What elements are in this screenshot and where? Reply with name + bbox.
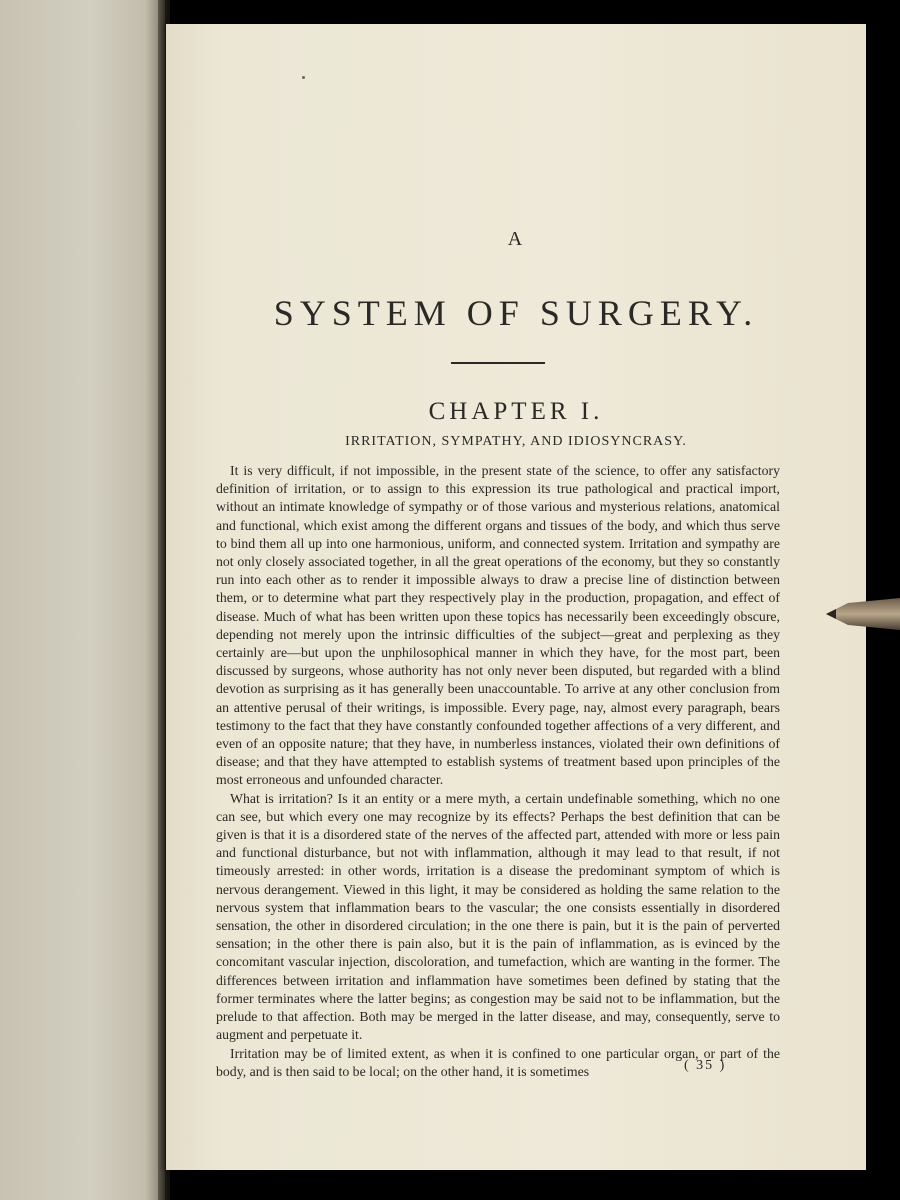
- book-title: SYSTEM OF SURGERY.: [273, 293, 759, 333]
- title-rule: [451, 362, 545, 364]
- paragraph-1: It is very difficult, if not impossible, in the present state of the science, to offer any satisfactory definition of irritation, or to assign to this expression its true pathological and practical import, without an intimate knowledge of sympathy or of those various and mysterious relations, anatomical and functional, which exist among the different organs and tissues of the body, and which thus serve to bind them all up into one harmonious, uniform, and connected system. Irritation and sympathy are not only closely associated together, in all the great operations of the economy, but they so constantly run into each other as to render it impossible always to draw a precise line of distinction between them, or to determine what part they respectively play in the production, propagation, and effect of disease. Much of what has been written upon these topics has necessarily been exceedingly obscure, depending not merely upon the intrinsic difficulties of the subject—great and perplexing as they certainly are—but upon the unphilosophical manner in which they have, for the most part, been discussed by surgeons, whose authority has not only never been disputed, but regarded with a blind devotion as surprising as it has generally been unaccountable. To arrive at any other conclusion from an attentive perusal of their writings, is impossible. Every page, nay, almost every paragraph, bears testimony to the fact that they have constantly confounded together affections of a very different, and even of an opposite nature; that they have, in numberless instances, violated their own definitions of disease; and that they have attempted to establish systems of treatment based upon principles of the most erroneous and unfounded character.: [216, 463, 780, 788]
- chapter-subtitle: IRRITATION, SYMPATHY, AND IDIOSYNCRASY.: [345, 434, 687, 449]
- chapter-body: [216, 462, 780, 1081]
- right-page: [166, 24, 866, 1170]
- pencil-pointer-icon: [826, 596, 900, 632]
- title-article: A: [507, 228, 525, 250]
- chapter-title: CHAPTER I.: [428, 398, 604, 425]
- paper-speck: [302, 76, 305, 79]
- paragraph-2: What is irritation? Is it an entity or a mere myth, a certain undefinable something, which no one can see, but which every one may recognize by its effects? Perhaps the best definition that can be given is that it is a disordered state of the nerves of the affected part, attended with more or less pain and functional disturbance, but not with inflammation, although it may lead to that result, if not timeously arrested: in other words, irritation is a disease the predominant symptom of which is nervous derangement. Viewed in this light, it may be considered as holding the same relation to the nervous system that inflammation bears to the vascular; the one consists essentially in disordered sensation, the other in disordered circulation; in the one there is pain, but it is the pain of perverted sensation; in the other there is pain also, but it is the pain of inflammation, as is evinced by the concomitant vascular injection, discoloration, and tumefaction, which are wanting in the former. The differences between irritation and inflammation have sometimes been defined by stating that the former terminates where the latter begins; as congestion may be said not to be inflammation, but the prelude to that affection. Both may be merged in the latter disease, and may, consequently, serve to augment and perpetuate it.: [216, 790, 780, 1043]
- paragraph-3: Irritation may be of limited extent, as when it is confined to one particular organ, or part of the body, and is then said to be local; on the other hand, it is sometimes: [216, 1045, 780, 1079]
- page-number: ( 35 ): [684, 1058, 727, 1073]
- left-page-edge: [0, 0, 165, 1200]
